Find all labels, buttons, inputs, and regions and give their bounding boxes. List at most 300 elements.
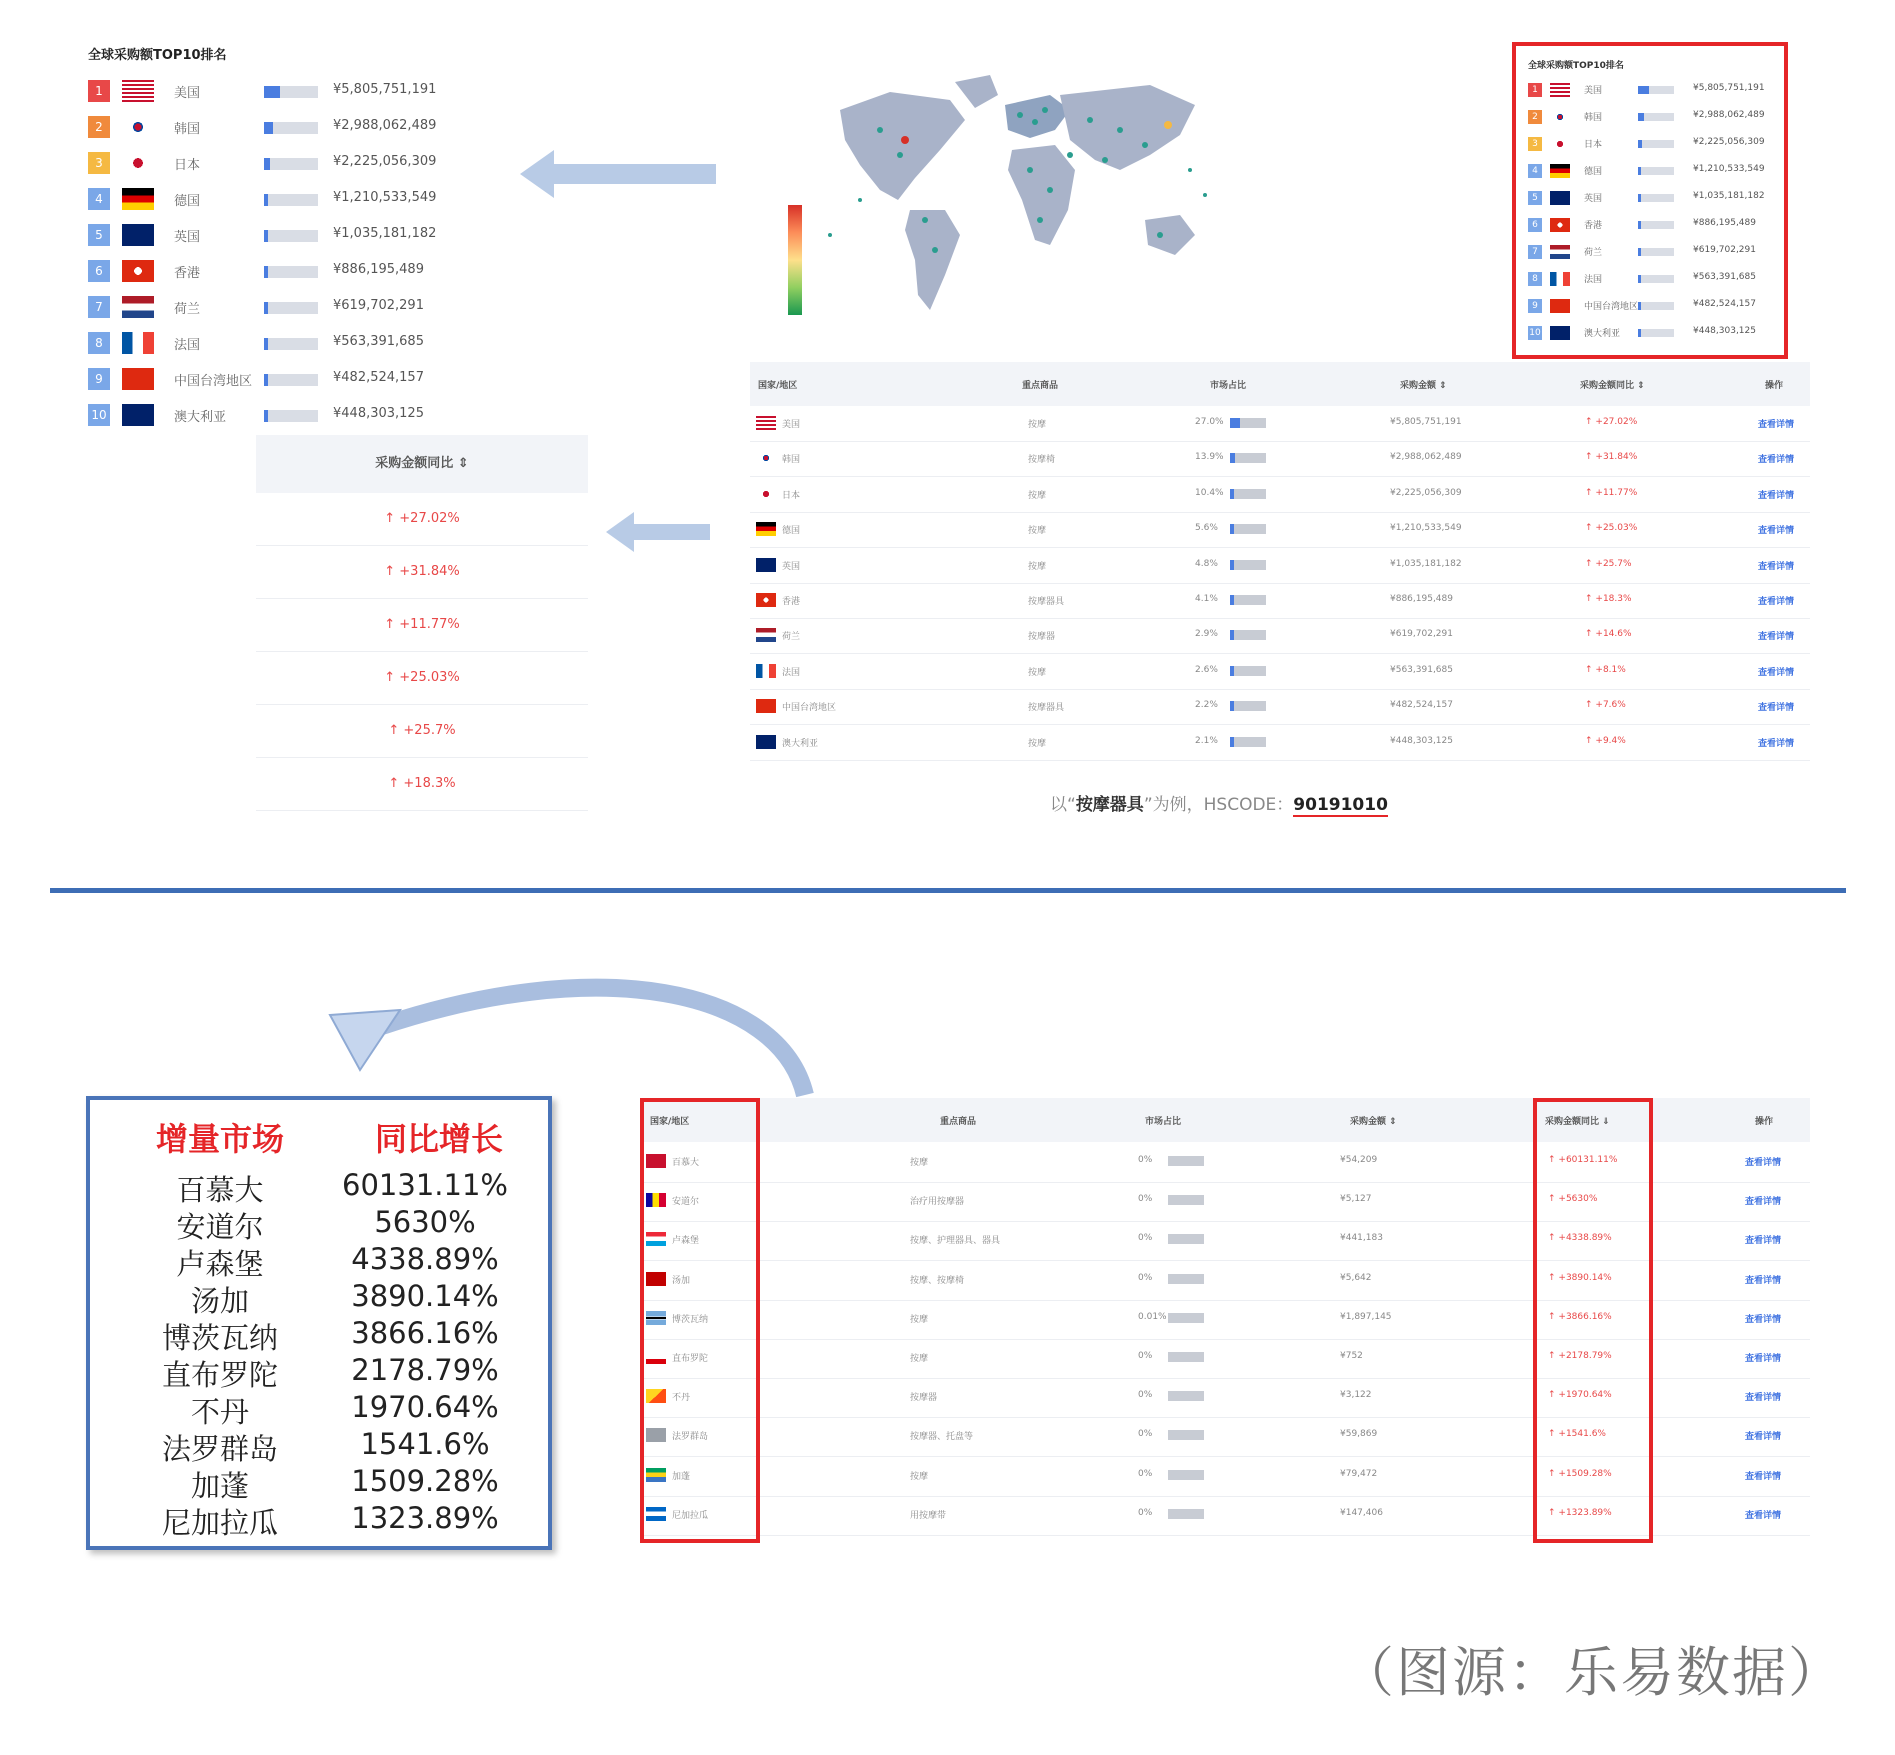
purchase-amount: ¥482,524,157 — [1693, 299, 1756, 309]
growth-market-name: 安道尔 — [176, 1210, 264, 1244]
country-flag-icon — [122, 368, 154, 390]
caption-prefix: 以“ — [1050, 795, 1076, 815]
table-row[interactable] — [750, 441, 1810, 477]
country-flag-icon — [756, 558, 776, 572]
top10-row[interactable] — [88, 402, 458, 430]
purchase-amount: ¥54,209 — [1340, 1155, 1378, 1165]
share-bar — [1168, 1509, 1204, 1519]
country-name: 英国 — [1584, 194, 1603, 204]
country-flag-icon — [756, 699, 776, 713]
country-name: 尼加拉瓜 — [672, 1510, 709, 1521]
country-name: 美国 — [1584, 86, 1603, 96]
growth-value: 3890.14% — [351, 1279, 499, 1313]
purchase-amount: ¥1,210,533,549 — [333, 190, 437, 205]
country-name: 卢森堡 — [672, 1236, 700, 1247]
rank-badge: 6 — [1528, 218, 1542, 232]
country-flag-icon — [1550, 137, 1570, 151]
country-flag-icon — [1550, 272, 1570, 286]
key-goods: 按摩、按摩椅 — [910, 1275, 965, 1286]
growth-value: 1970.64% — [351, 1390, 499, 1424]
table-row[interactable] — [750, 654, 1810, 690]
purchase-amount: ¥448,303,125 — [333, 406, 424, 421]
growth-value: 1323.89% — [351, 1501, 499, 1535]
purchase-amount: ¥482,524,157 — [333, 370, 424, 385]
country-flag-icon — [756, 664, 776, 678]
market-share: 27.0% — [1195, 417, 1224, 427]
country-name: 日本 — [782, 490, 801, 501]
yoy-change: ↑ +27.02% — [1585, 417, 1638, 427]
yoy-change: ↑ +14.6% — [1585, 629, 1632, 640]
country-name: 美国 — [174, 86, 201, 101]
top10-mini-title: 全球采购额TOP10排名 — [1528, 61, 1624, 71]
purchase-amount: ¥5,805,751,191 — [1693, 83, 1765, 93]
view-detail-link[interactable]: 查看详情 — [1758, 561, 1795, 572]
amount-bar — [1638, 167, 1674, 175]
key-goods: 按摩 — [1028, 738, 1047, 749]
purchase-amount: ¥619,702,291 — [1390, 629, 1453, 640]
rank-badge: 1 — [1528, 83, 1542, 97]
country-name: 香港 — [174, 266, 201, 281]
share-bar — [1168, 1234, 1204, 1244]
amount-bar — [264, 194, 318, 206]
country-flag-icon — [1550, 191, 1570, 205]
top10-ranking-title: 全球采购额TOP10排名 — [88, 48, 227, 63]
view-detail-link[interactable]: 查看详情 — [1758, 632, 1795, 643]
country-flag-icon — [756, 735, 776, 749]
top10-mini-row[interactable] — [1528, 161, 1768, 183]
purchase-amount: ¥2,988,062,489 — [1693, 110, 1765, 120]
table-row[interactable] — [750, 406, 1810, 442]
purchase-amount: ¥441,183 — [1340, 1233, 1383, 1244]
country-table-header — [750, 362, 1810, 406]
view-detail-link[interactable]: 查看详情 — [1745, 1510, 1782, 1521]
purchase-amount: ¥886,195,489 — [1390, 594, 1453, 604]
key-goods: 按摩 — [1028, 561, 1047, 572]
yoy-change: ↑ +31.84% — [1585, 452, 1638, 463]
top10-mini-row[interactable] — [1528, 296, 1768, 318]
caption-hscode: 90191010 — [1293, 795, 1388, 815]
table-row[interactable] — [750, 477, 1810, 513]
top10-highlight-frame — [1512, 42, 1788, 359]
top10-row[interactable] — [88, 114, 458, 142]
yoy-change: ↑ +3890.14% — [1548, 1272, 1612, 1283]
rank-badge: 3 — [88, 152, 110, 174]
country-name: 香港 — [1584, 221, 1603, 231]
country-name: 博茨瓦纳 — [672, 1314, 709, 1325]
purchase-amount: ¥1,897,145 — [1340, 1311, 1392, 1322]
purchase-amount: ¥1,035,181,182 — [1390, 558, 1462, 569]
country-name: 美国 — [782, 420, 801, 430]
country-flag-icon — [122, 116, 154, 138]
top10-mini-row[interactable] — [1528, 80, 1768, 102]
rank-badge: 2 — [88, 116, 110, 138]
country-flag-icon — [122, 188, 154, 210]
top10-row[interactable] — [88, 186, 458, 214]
yoy-change: ↑ +1970.64% — [1548, 1390, 1612, 1401]
country-flag-icon — [756, 451, 776, 465]
view-detail-link[interactable]: 查看详情 — [1745, 1314, 1782, 1325]
rank-badge: 8 — [1528, 272, 1542, 286]
hscode-caption — [1050, 790, 1388, 815]
col-yoy[interactable]: 采购金额同比 ⇓ — [1545, 1117, 1610, 1127]
col-yoy[interactable]: 采购金额同比 ⇕ — [1580, 381, 1645, 391]
country-name: 汤加 — [672, 1275, 691, 1286]
view-detail-link[interactable]: 查看详情 — [1745, 1158, 1782, 1168]
view-detail-link[interactable]: 查看详情 — [1745, 1275, 1782, 1286]
country-flag-icon — [756, 522, 776, 536]
amount-bar — [264, 410, 318, 422]
col-goods: 重点商品 — [940, 1117, 977, 1127]
market-share: 2.1% — [1195, 735, 1218, 746]
market-share: 0% — [1138, 1272, 1153, 1283]
key-goods: 按摩器具 — [1028, 703, 1065, 714]
col-amount[interactable]: 采购金额 ⇕ — [1350, 1117, 1397, 1127]
view-detail-link[interactable]: 查看详情 — [1758, 455, 1795, 466]
country-name: 法国 — [1584, 275, 1603, 285]
key-goods: 按摩器具 — [1028, 597, 1065, 607]
growth-market-name: 法罗群岛 — [161, 1432, 278, 1466]
share-bar — [1230, 737, 1266, 747]
caption-middle: ”为例，HSCODE： — [1143, 795, 1294, 815]
share-bar — [1168, 1274, 1204, 1284]
top10-mini-row[interactable] — [1528, 215, 1768, 237]
country-flag-icon — [1550, 299, 1570, 313]
view-detail-link[interactable]: 查看详情 — [1745, 1393, 1782, 1404]
left-arrow-icon — [520, 150, 716, 198]
share-bar — [1168, 1156, 1204, 1166]
rank-badge: 4 — [88, 188, 110, 210]
table-row[interactable] — [750, 512, 1810, 548]
view-detail-link[interactable]: 查看详情 — [1745, 1432, 1782, 1443]
country-name: 加蓬 — [672, 1471, 691, 1482]
key-goods: 治疗用按摩器 — [910, 1197, 965, 1208]
purchase-amount: ¥448,303,125 — [1390, 735, 1453, 746]
col-amount[interactable]: 采购金额 ⇕ — [1400, 381, 1447, 391]
view-detail-link[interactable]: 查看详情 — [1758, 703, 1795, 714]
share-bar — [1168, 1313, 1204, 1323]
purchase-amount: ¥619,702,291 — [333, 298, 424, 313]
rank-badge: 4 — [1528, 164, 1542, 178]
rank-badge: 1 — [88, 80, 110, 102]
growth-value: 1541.6% — [360, 1427, 490, 1461]
growth-value: 1509.28% — [351, 1464, 499, 1498]
amount-bar — [1638, 275, 1674, 283]
country-name: 法国 — [782, 667, 801, 678]
country-flag-icon — [122, 80, 154, 102]
yoy-change: ↑ +25.03% — [1585, 523, 1638, 534]
key-goods: 按摩器、托盘等 — [910, 1432, 974, 1443]
country-name: 韩国 — [1584, 113, 1603, 123]
table-row[interactable] — [750, 583, 1810, 619]
yoy-cell: ↑ +11.77% — [256, 599, 588, 652]
country-flag-icon — [1550, 110, 1570, 124]
yoy-change: ↑ +1323.89% — [1548, 1507, 1612, 1518]
key-goods: 按摩 — [1028, 420, 1047, 430]
top10-mini-row[interactable] — [1528, 107, 1768, 129]
table-row[interactable] — [750, 689, 1810, 725]
world-map[interactable] — [750, 60, 1230, 330]
market-share: 13.9% — [1195, 452, 1224, 463]
amount-bar — [264, 374, 318, 386]
market-share: 4.8% — [1195, 558, 1218, 569]
yoy-change: ↑ +5630% — [1548, 1194, 1598, 1205]
view-detail-link[interactable]: 查看详情 — [1758, 490, 1795, 501]
amount-bar — [264, 302, 318, 314]
country-flag-icon — [1550, 164, 1570, 178]
top10-mini-row[interactable] — [1528, 269, 1768, 291]
top10-row[interactable] — [88, 330, 458, 358]
yoy-change: ↑ +4338.89% — [1548, 1233, 1612, 1244]
purchase-amount: ¥1,035,181,182 — [1693, 191, 1765, 201]
view-detail-link[interactable]: 查看详情 — [1758, 420, 1795, 430]
view-detail-link[interactable]: 查看详情 — [1745, 1471, 1782, 1482]
view-detail-link[interactable]: 查看详情 — [1758, 738, 1795, 749]
key-goods: 按摩 — [910, 1471, 929, 1482]
key-goods: 按摩 — [1028, 526, 1047, 537]
yoy-cell: ↑ +25.7% — [256, 705, 588, 758]
growth-value: 3866.16% — [351, 1316, 499, 1350]
view-detail-link[interactable]: 查看详情 — [1758, 667, 1795, 678]
market-share: 0% — [1138, 1507, 1153, 1518]
growth-market-name: 加蓬 — [190, 1469, 249, 1503]
growth-market-name: 直布罗陀 — [161, 1358, 278, 1392]
country-flag-icon — [756, 593, 776, 607]
market-share: 0% — [1138, 1155, 1153, 1165]
market-share: 2.2% — [1195, 700, 1218, 711]
yoy-cell: ↑ +27.02% — [256, 493, 588, 546]
purchase-amount: ¥2,988,062,489 — [333, 118, 437, 133]
growth-market-name: 卢森堡 — [176, 1247, 264, 1281]
market-share: 0.01% — [1138, 1311, 1167, 1322]
key-goods: 按摩 — [1028, 667, 1047, 678]
country-name: 韩国 — [174, 122, 201, 137]
yoy-growth-header: 同比增长 — [375, 1120, 504, 1158]
key-goods: 按摩器 — [910, 1393, 938, 1404]
country-flag-icon — [1550, 326, 1570, 340]
top10-row[interactable] — [88, 294, 458, 322]
purchase-amount: ¥3,122 — [1340, 1390, 1372, 1401]
purchase-amount: ¥2,225,056,309 — [1390, 487, 1462, 498]
share-bar — [1230, 701, 1266, 711]
top10-row[interactable] — [88, 78, 458, 106]
share-bar — [1168, 1352, 1204, 1362]
market-share: 0% — [1138, 1468, 1153, 1479]
purchase-amount: ¥619,702,291 — [1693, 245, 1756, 255]
key-goods: 按摩 — [910, 1314, 929, 1325]
country-flag-icon — [1550, 245, 1570, 259]
yoy-column-highlight — [1533, 1098, 1653, 1543]
rank-badge: 9 — [1528, 299, 1542, 313]
purchase-amount: ¥5,127 — [1340, 1194, 1372, 1205]
view-detail-link[interactable]: 查看详情 — [1758, 597, 1795, 607]
market-share: 0% — [1138, 1351, 1153, 1361]
country-flag-icon — [122, 224, 154, 246]
purchase-amount: ¥1,035,181,182 — [333, 226, 437, 241]
view-detail-link[interactable]: 查看详情 — [1745, 1236, 1782, 1247]
image-source: （图源：乐易数据） — [1340, 1641, 1844, 1704]
purchase-amount: ¥2,225,056,309 — [1693, 137, 1765, 147]
country-name: 澳大利亚 — [782, 738, 819, 749]
yoy-column — [256, 435, 588, 807]
top10-row[interactable] — [88, 150, 458, 178]
rank-badge: 10 — [88, 404, 110, 426]
share-bar — [1168, 1430, 1204, 1440]
purchase-amount: ¥563,391,685 — [333, 334, 424, 349]
amount-bar — [1638, 86, 1674, 94]
growth-value: 2178.79% — [351, 1353, 499, 1387]
country-name: 中国台湾地区 — [1584, 302, 1639, 312]
key-goods: 按摩椅 — [1028, 455, 1056, 466]
purchase-amount: ¥886,195,489 — [1693, 218, 1756, 228]
country-flag-icon — [122, 332, 154, 354]
yoy-cell: ↑ +18.3% — [256, 758, 588, 811]
rank-badge: 5 — [1528, 191, 1542, 205]
share-bar — [1168, 1391, 1204, 1401]
country-name: 澳大利亚 — [174, 410, 227, 425]
share-bar — [1230, 524, 1266, 534]
rank-badge: 6 — [88, 260, 110, 282]
top10-mini-row[interactable] — [1528, 323, 1768, 345]
country-name: 日本 — [1584, 140, 1603, 150]
top10-row[interactable] — [88, 366, 458, 394]
market-share: 0% — [1138, 1194, 1153, 1205]
country-name: 法罗群岛 — [672, 1432, 709, 1443]
rank-badge: 5 — [88, 224, 110, 246]
market-share: 2.9% — [1195, 629, 1218, 640]
table-row[interactable] — [750, 618, 1810, 654]
country-column-highlight — [640, 1098, 760, 1543]
top10-mini-row[interactable] — [1528, 134, 1768, 156]
purchase-amount: ¥2,225,056,309 — [333, 154, 437, 169]
share-bar — [1168, 1195, 1204, 1205]
share-bar — [1230, 560, 1266, 570]
yoy-change: ↑ +18.3% — [1585, 594, 1632, 604]
key-goods: 用按摩带 — [910, 1510, 947, 1521]
country-flag-icon — [1550, 218, 1570, 232]
country-name: 德国 — [1584, 167, 1603, 177]
purchase-amount: ¥147,406 — [1340, 1507, 1383, 1518]
country-name: 荷兰 — [1584, 248, 1603, 258]
country-name: 中国台湾地区 — [174, 374, 253, 389]
yoy-change: ↑ +1509.28% — [1548, 1468, 1612, 1479]
share-bar — [1168, 1470, 1204, 1480]
table-row[interactable] — [750, 548, 1810, 584]
amount-bar — [1638, 302, 1674, 310]
country-flag-icon — [756, 487, 776, 501]
purchase-amount: ¥752 — [1340, 1351, 1363, 1361]
country-name: 安道尔 — [672, 1197, 700, 1208]
country-flag-icon — [122, 152, 154, 174]
purchase-amount: ¥79,472 — [1340, 1468, 1378, 1479]
growth-market-name: 不丹 — [190, 1395, 249, 1429]
table-row[interactable] — [750, 725, 1810, 761]
purchase-amount: ¥563,391,685 — [1693, 272, 1756, 282]
col-share: 市场占比 — [1210, 381, 1247, 391]
amount-bar — [264, 86, 318, 98]
growth-market-name: 百慕大 — [176, 1173, 264, 1207]
top10-row[interactable] — [88, 222, 458, 250]
market-share: 4.1% — [1195, 594, 1218, 604]
country-name: 中国台湾地区 — [782, 703, 837, 714]
yoy-change: ↑ +7.6% — [1585, 700, 1626, 711]
col-share: 市场占比 — [1145, 1117, 1182, 1127]
yoy-change: ↑ +1541.6% — [1548, 1429, 1606, 1440]
country-flag-icon — [756, 628, 776, 642]
yoy-change: ↑ +60131.11% — [1548, 1155, 1618, 1165]
top10-mini-row[interactable] — [1528, 188, 1768, 210]
growth-value: 60131.11% — [342, 1168, 508, 1202]
key-goods: 按摩 — [1028, 490, 1047, 501]
col-country: 国家/地区 — [650, 1117, 690, 1127]
country-flag-icon — [756, 416, 776, 430]
growth-value: 5630% — [374, 1205, 476, 1239]
col-action: 操作 — [1765, 381, 1784, 391]
purchase-amount: ¥886,195,489 — [333, 262, 424, 277]
share-bar — [1230, 630, 1266, 640]
yoy-cell: ↑ +25.03% — [256, 652, 588, 705]
yoy-change: ↑ +25.7% — [1585, 558, 1632, 569]
growth-market-header: 增量市场 — [156, 1120, 285, 1158]
col-action: 操作 — [1755, 1117, 1774, 1127]
amount-bar — [1638, 248, 1674, 256]
share-bar — [1230, 489, 1266, 499]
country-name: 澳大利亚 — [1584, 329, 1621, 339]
country-name: 韩国 — [782, 455, 801, 466]
market-share: 5.6% — [1195, 523, 1218, 534]
view-detail-link[interactable]: 查看详情 — [1758, 526, 1795, 537]
curved-arrow-icon — [300, 960, 820, 1100]
amount-bar — [1638, 140, 1674, 148]
purchase-amount: ¥59,869 — [1340, 1429, 1378, 1440]
amount-bar — [264, 158, 318, 170]
rank-badge: 7 — [88, 296, 110, 318]
amount-bar — [264, 122, 318, 134]
top10-mini-row[interactable] — [1528, 242, 1768, 264]
top10-row[interactable] — [88, 258, 458, 286]
share-bar — [1230, 595, 1266, 605]
purchase-amount: ¥448,303,125 — [1693, 326, 1756, 336]
country-name: 百慕大 — [672, 1158, 700, 1168]
rank-badge: 9 — [88, 368, 110, 390]
purchase-amount: ¥5,642 — [1340, 1272, 1372, 1283]
growth-market-box — [86, 1096, 552, 1550]
growth-value: 4338.89% — [351, 1242, 499, 1276]
rank-badge: 3 — [1528, 137, 1542, 151]
market-share: 10.4% — [1195, 487, 1224, 498]
purchase-amount: ¥2,988,062,489 — [1390, 452, 1462, 463]
rank-badge: 2 — [1528, 110, 1542, 124]
country-name: 英国 — [174, 230, 201, 245]
amount-bar — [1638, 113, 1674, 121]
purchase-amount: ¥563,391,685 — [1390, 664, 1453, 675]
rank-badge: 8 — [88, 332, 110, 354]
country-name: 不丹 — [672, 1393, 691, 1404]
view-detail-link[interactable]: 查看详情 — [1745, 1197, 1782, 1208]
caption-product: 按摩器具 — [1075, 795, 1144, 815]
country-flag-icon — [122, 260, 154, 282]
key-goods: 按摩、护理器具、器具 — [910, 1236, 1001, 1247]
purchase-amount: ¥5,805,751,191 — [333, 82, 437, 97]
growth-market-name: 尼加拉瓜 — [161, 1506, 278, 1540]
amount-bar — [1638, 194, 1674, 202]
yoy-column-header[interactable]: 采购金额同比 ⇕ — [256, 435, 588, 493]
country-name: 德国 — [174, 194, 201, 209]
view-detail-link[interactable]: 查看详情 — [1745, 1354, 1782, 1364]
country-name: 法国 — [174, 338, 201, 353]
country-name: 直布罗陀 — [672, 1354, 709, 1364]
rank-badge: 7 — [1528, 245, 1542, 259]
yoy-change: ↑ +2178.79% — [1548, 1351, 1612, 1361]
